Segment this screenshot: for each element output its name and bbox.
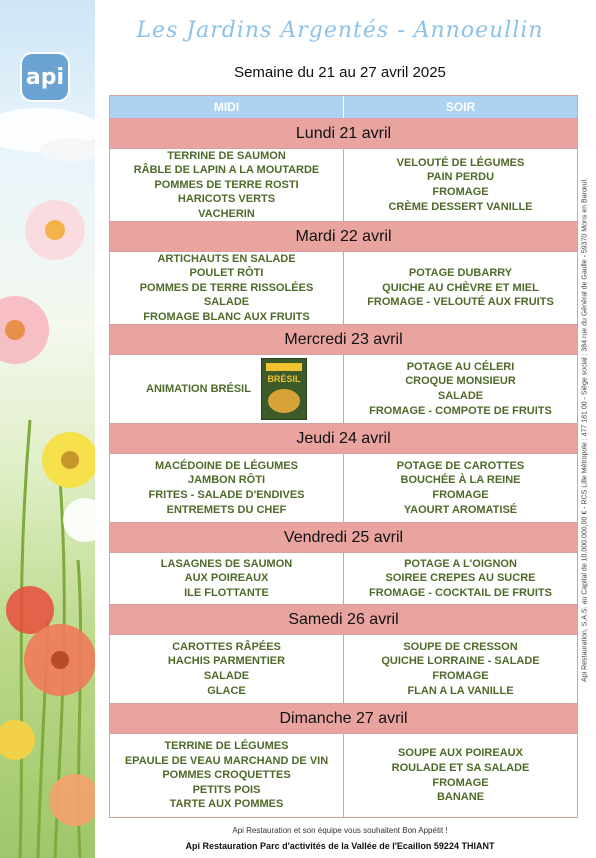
midi-cell: [110, 355, 344, 423]
book-banner: [266, 363, 302, 371]
dish: VELOUTÉ DE LÉGUMES: [396, 156, 525, 169]
dish: AUX POIREAUX: [184, 572, 269, 585]
dish: PAIN PERDU: [426, 171, 495, 184]
book-title: BRÉSIL: [267, 374, 301, 384]
dish: SOUPE DE CRESSON: [403, 640, 518, 653]
dish: HACHIS PARMENTIER: [167, 655, 286, 668]
footer-address: Api Restauration Parc d'activités de la Vallée de l'Ecaillon 59224 THIANT: [185, 841, 495, 851]
flower-background: [0, 0, 95, 858]
menu-table: [109, 95, 578, 818]
dish: YAOURT AROMATISÉ: [403, 503, 518, 516]
week-subtitle: Semaine du 21 au 27 avril 2025: [234, 64, 446, 81]
dish: POMMES DE TERRE RISSOLÉES: [139, 281, 314, 294]
midi-cell: [110, 553, 344, 604]
dish: POTAGE DE CAROTTES: [396, 459, 525, 472]
dish: POMMES DE TERRE ROSTI: [154, 178, 299, 191]
dish: FRITES - SALADE D'ENDIVES: [148, 489, 305, 501]
day-header: Dimanche 27 avril: [110, 703, 577, 733]
soir-cell: [344, 355, 577, 423]
dish: ENTREMETS DU CHEF: [166, 503, 287, 516]
dish: TERRINE DE SAUMON: [167, 149, 286, 162]
dish: VACHERIN: [198, 207, 255, 220]
dish: POULET RÔTI: [189, 267, 264, 280]
soir-cell: [344, 454, 577, 522]
dish: RÂBLE DE LAPIN A LA MOUTARDE: [133, 164, 320, 177]
flower-illustration: [0, 0, 95, 858]
dish: BOUCHÉE À LA REINE: [400, 474, 521, 487]
dish: MACÉDOINE DE LÉGUMES: [154, 459, 298, 472]
soir-cell: [344, 635, 577, 703]
midi-cell: [110, 454, 344, 522]
midi-header: MIDI: [110, 96, 344, 118]
dish: SOUPE AUX POIREAUX: [398, 747, 523, 760]
dish: POTAGE DUBARRY: [408, 267, 513, 280]
day-header: Mercredi 23 avril: [110, 324, 577, 354]
midi-cell: [110, 734, 344, 817]
dish: CAROTTES RÂPÉES: [172, 640, 281, 653]
dish: FROMAGE BLANC AUX FRUITS: [143, 310, 310, 323]
dish: GLACE: [207, 684, 246, 697]
meal-row: [110, 733, 577, 817]
midi-cell: [110, 635, 344, 703]
meal-row: [110, 251, 577, 324]
soir-header: SOIR: [445, 100, 476, 114]
day-header: Jeudi 24 avril: [110, 423, 577, 453]
soir-cell: [344, 252, 577, 324]
menu-header: [110, 96, 577, 118]
dish: FROMAGE: [432, 489, 489, 501]
dish: TERRINE DE LÉGUMES: [164, 740, 289, 753]
meal-row: [110, 148, 577, 221]
day-header: Samedi 26 avril: [110, 604, 577, 634]
dish: FROMAGE: [432, 670, 489, 682]
legal-notice: Api Restauration, S.A.S. au Capital de 10.000.000,00 € - RCS Lille Métropole : 477 181 00 - Siège social : 384 rue du Général de Gaulle - 59370 Mons en Barœul.: [581, 178, 589, 682]
dish: POTAGE A L'OIGNON: [404, 557, 517, 570]
dish: FROMAGE - COMPOTE DE FRUITS: [369, 404, 552, 417]
dish: FROMAGE - VELOUTÉ AUX FRUITS: [367, 296, 554, 309]
footer-wish: Api Restauration et son équipe vous souhaitent Bon Appétit !: [232, 826, 448, 835]
meal-row: [110, 552, 577, 604]
bresil-book-image: [261, 358, 307, 420]
dish: EPAULE DE VEAU MARCHAND DE VIN: [124, 754, 329, 767]
soir-cell: [344, 553, 577, 604]
dish: SALADE: [203, 670, 250, 682]
day-header: Mardi 22 avril: [110, 221, 577, 251]
dish: SOIREE CREPES AU SUCRE: [385, 572, 536, 585]
dish: FROMAGE: [432, 776, 489, 789]
dish: HARICOTS VERTS: [177, 193, 276, 206]
dish: TARTE AUX POMMES: [169, 798, 284, 811]
page-title: Les Jardins Argentés - Annoeullin: [136, 18, 544, 43]
dish: BANANE: [436, 791, 485, 804]
dish: ANIMATION BRÉSIL: [146, 382, 251, 395]
dish: POMMES CROQUETTES: [162, 769, 291, 782]
dish: CROQUE MONSIEUR: [405, 375, 516, 388]
midi-cell: [110, 252, 344, 324]
soir-cell: [344, 734, 577, 817]
dish: QUICHE AU CHÈVRE ET MIEL: [382, 281, 539, 294]
dish: SALADE: [203, 296, 250, 309]
dish: QUICHE LORRAINE - SALADE: [381, 655, 540, 668]
dish: LASAGNES DE SAUMON: [160, 557, 293, 570]
dish: JAMBON RÔTI: [188, 474, 265, 487]
dish: POTAGE AU CÉLERI: [406, 360, 515, 373]
dish: PETITS POIS: [192, 783, 261, 796]
dish: ILE FLOTTANTE: [184, 586, 269, 599]
dish: FROMAGE - COCKTAIL DE FRUITS: [369, 586, 552, 599]
day-header: Vendredi 25 avril: [110, 522, 577, 552]
dish-photo: [268, 389, 300, 413]
api-logo: api: [22, 54, 68, 100]
midi-cell: [110, 149, 344, 221]
dish: SALADE: [437, 390, 484, 402]
dish: CRÈME DESSERT VANILLE: [388, 200, 533, 213]
soir-cell: [344, 149, 577, 221]
meal-row: [110, 634, 577, 703]
meal-row: [110, 453, 577, 522]
dish: FROMAGE: [432, 186, 489, 198]
dish: ARTICHAUTS EN SALADE: [157, 252, 296, 265]
meal-row: [110, 354, 577, 423]
day-header: Lundi 21 avril: [110, 118, 577, 148]
dish: ROULADE ET SA SALADE: [391, 761, 530, 774]
dish: FLAN A LA VANILLE: [407, 684, 514, 697]
